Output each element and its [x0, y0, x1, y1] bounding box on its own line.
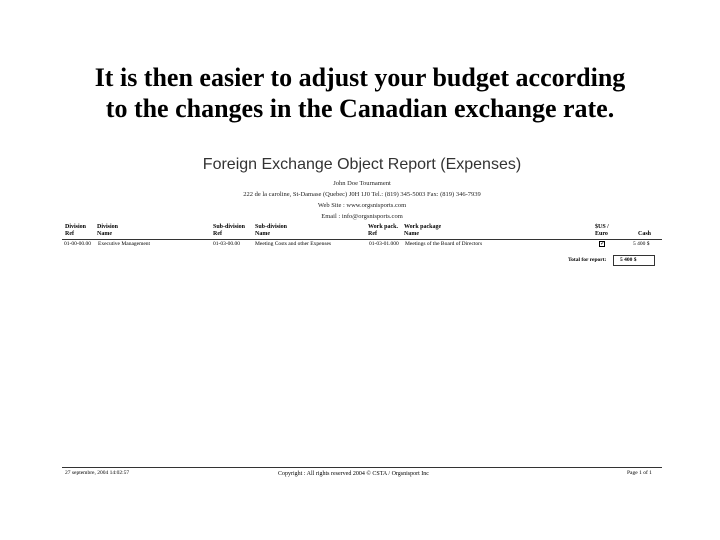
- header-currency: $US / Euro: [595, 224, 609, 237]
- footer-date: 27 septembre, 2004 14:02:57: [65, 470, 130, 476]
- report-document: [62, 150, 662, 485]
- row-division-name: Executive Management: [98, 241, 151, 247]
- row-division-ref: 01-00-00.00: [64, 241, 92, 247]
- row-subdivision-name: Meeting Costs and other Expenses: [255, 241, 332, 247]
- header-subdivision-ref: Sub-division Ref: [213, 224, 246, 237]
- total-label: Total for report:: [568, 257, 607, 263]
- slide-title-line-2: to the changes in the Canadian exchange rate.: [105, 94, 615, 123]
- slide-title: [0, 62, 720, 124]
- currency-checkbox: [599, 241, 605, 247]
- header-division-name: Division Name: [97, 224, 119, 237]
- row-subdivision-ref: 01-03-00.00: [213, 241, 241, 247]
- header-cash: Cash: [638, 231, 652, 237]
- footer-copyright: Copyright : All rights reserved 2004 © CSTA / Orgsnisport Inc: [278, 471, 429, 477]
- organization-name: John Doe Tournament: [333, 180, 391, 187]
- header-workpack-name: Work package Name: [404, 224, 442, 237]
- slide-title-line-1: It is then easier to adjust your budget according: [94, 63, 626, 92]
- row-workpack-name: Meetings of the Board of Directors: [405, 241, 483, 247]
- footer-page: Page 1 of 1: [627, 470, 652, 476]
- header-division-ref: Division Ref: [65, 224, 87, 237]
- report-title: Foreign Exchange Object Report (Expenses): [202, 156, 522, 173]
- row-workpack-ref: 01-03-01.000: [369, 241, 399, 247]
- organization-email: Email : info@orgsnisports.com: [321, 213, 403, 220]
- organization-address: 222 de la caroline, St-Damase (Quebec) J0H 1J0 Tel.: (819) 345-5003 Fax: (819) 346-7939: [243, 191, 481, 198]
- footer-divider: [62, 467, 662, 468]
- organization-website: Web Site : www.orgsnisports.com: [317, 202, 407, 209]
- checkmark-icon: ✓: [600, 240, 606, 247]
- header-workpack-ref: Work pack. Ref: [368, 224, 399, 237]
- header-subdivision-name: Sub-division Name: [255, 224, 288, 237]
- total-value: 5 400 $: [620, 257, 637, 263]
- header-divider: [62, 239, 662, 240]
- row-cash: 5 400 $: [633, 241, 650, 247]
